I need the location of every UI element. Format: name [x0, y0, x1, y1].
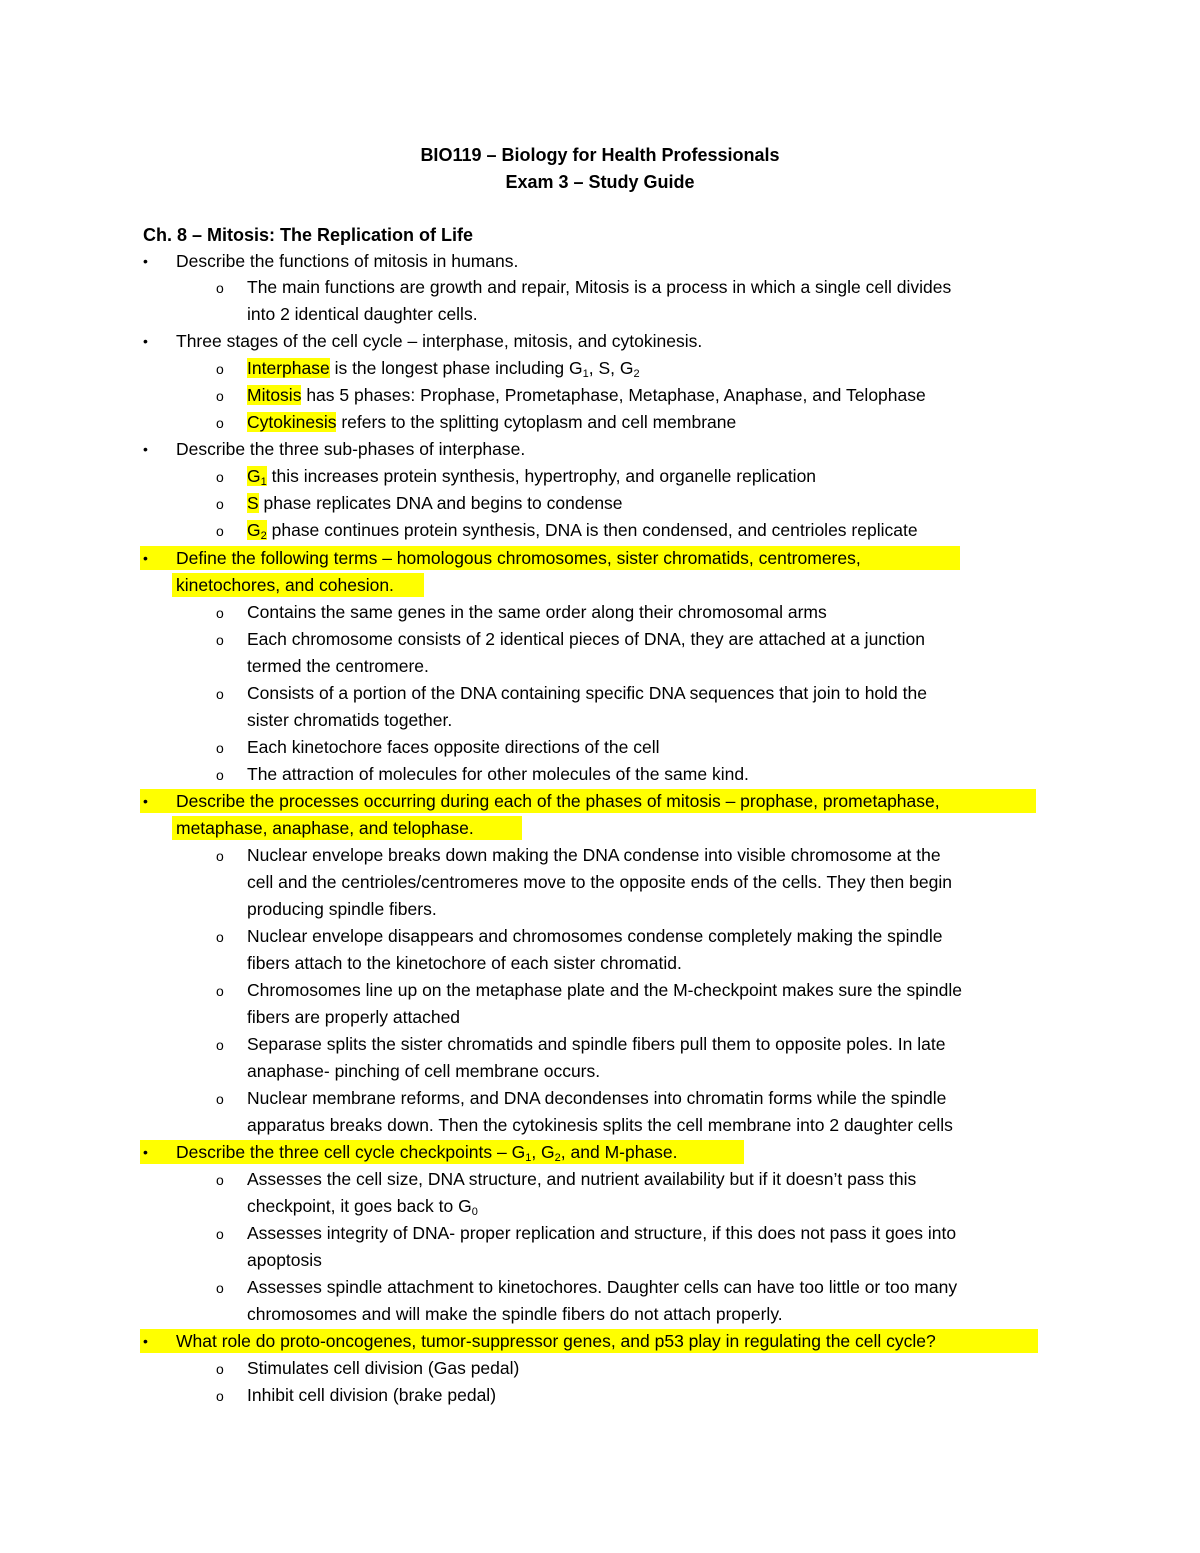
sub-bullet-marker: o	[216, 361, 224, 377]
sub-bullet-continuation: fibers attach to the kinetochore of each sister chromatid.	[247, 953, 682, 973]
sub-bullet-item: $G_2$ phase continues protein synthesis, DNA is then condensed, and centrioles replicate	[247, 520, 918, 542]
sub-bullet-item: Nuclear envelope breaks down making the DNA condense into visible chromosome at the	[247, 845, 941, 865]
sub-bullet-marker: o	[216, 388, 224, 404]
sub-bullet-marker: o	[216, 1172, 224, 1188]
bullet-item-highlighted: Describe the three cell cycle checkpoints – $G_1$, $G_2$, and M-phase.	[176, 1142, 678, 1164]
sub-bullet-marker: o	[216, 740, 224, 756]
sub-bullet-marker: o	[216, 415, 224, 431]
sub-bullet-continuation: checkpoint, it goes back to $G_0$	[247, 1196, 478, 1218]
sub-bullet-item: Assesses spindle attachment to kinetochores. Daughter cells can have too little or too many	[247, 1277, 958, 1297]
sub-bullet-item: Each kinetochore faces opposite directions of the cell	[247, 737, 660, 757]
sub-bullet-continuation: apparatus breaks down. Then the cytokinesis splits the cell membrane into 2 daughter cells	[247, 1115, 953, 1135]
bullet-item: Describe the three sub-phases of interphase.	[176, 439, 526, 459]
sub-bullet-marker: o	[216, 605, 224, 621]
sub-bullet-marker: o	[216, 848, 224, 864]
sub-bullet-item: Nuclear envelope disappears and chromosomes condense completely making the spindle	[247, 926, 943, 946]
sub-bullet-marker: o	[216, 1091, 224, 1107]
highlighted-term: $G_2$	[247, 520, 267, 542]
sub-bullet-continuation: anaphase- pinching of cell membrane occurs.	[247, 1061, 601, 1081]
sub-bullet-item: Inhibit cell division (brake pedal)	[247, 1385, 497, 1405]
sub-bullet-item: Each chromosome consists of 2 identical pieces of DNA, they are attached at a junction	[247, 629, 925, 649]
sub-bullet-continuation: producing spindle fibers.	[247, 899, 437, 919]
sub-bullet-item: Nuclear membrane reforms, and DNA decondenses into chromatin forms while the spindle	[247, 1088, 947, 1108]
sub-bullet-item: Separase splits the sister chromatids and spindle fibers pull them to opposite poles. In late	[247, 1034, 946, 1054]
bullet-marker: •	[143, 550, 148, 566]
sub-bullet-item: The attraction of molecules for other molecules of the same kind.	[247, 764, 749, 784]
sub-bullet-item: Assesses integrity of DNA- proper replication and structure, if this does not pass it goes into	[247, 1223, 957, 1243]
sub-bullet-continuation: apoptosis	[247, 1250, 322, 1270]
sub-bullet-continuation: into 2 identical daughter cells.	[247, 304, 478, 324]
sub-bullet-item: Contains the same genes in the same order along their chromosomal arms	[247, 602, 827, 622]
sub-bullet-marker: o	[216, 632, 224, 648]
sub-bullet-marker: o	[216, 496, 224, 512]
bullet-continuation-highlighted: kinetochores, and cohesion.	[176, 575, 394, 595]
bullet-marker: •	[143, 333, 148, 349]
document-subtitle: Exam 3 – Study Guide	[505, 172, 695, 192]
bullet-continuation-highlighted: metaphase, anaphase, and telophase.	[176, 818, 474, 838]
bullet-marker: •	[143, 1333, 148, 1349]
highlighted-term: Mitosis	[247, 385, 302, 405]
sub-bullet-item: Assesses the cell size, DNA structure, and nutrient availability but if it doesn’t pass this	[247, 1169, 917, 1189]
sub-bullet-marker: o	[216, 523, 224, 539]
sub-bullet-item: Stimulates cell division (Gas pedal)	[247, 1358, 520, 1378]
sub-bullet-marker: o	[216, 1388, 224, 1404]
sub-bullet-marker: o	[216, 1361, 224, 1377]
chapter-heading: Ch. 8 – Mitosis: The Replication of Life	[143, 225, 474, 245]
sub-bullet-continuation: sister chromatids together.	[247, 710, 453, 730]
bullet-marker: •	[143, 1144, 148, 1160]
sub-bullet-marker: o	[216, 929, 224, 945]
sub-bullet-item: Consists of a portion of the DNA containing specific DNA sequences that join to hold the	[247, 683, 927, 703]
bullet-item-highlighted: What role do proto-oncogenes, tumor-suppressor genes, and p53 play in regulating the cell cycle?	[176, 1331, 936, 1351]
highlighted-term: Cytokinesis	[247, 412, 337, 432]
sub-bullet-continuation: fibers are properly attached	[247, 1007, 461, 1027]
sub-bullet-marker: o	[216, 280, 224, 296]
bullet-item-highlighted: Describe the processes occurring during each of the phases of mitosis – prophase, prometaphase,	[176, 791, 940, 811]
sub-bullet-item: S phase replicates DNA and begins to condense	[247, 493, 623, 513]
bullet-item: Describe the functions of mitosis in humans.	[176, 251, 519, 271]
sub-bullet-continuation: chromosomes and will make the spindle fibers do not attach properly.	[247, 1304, 783, 1324]
sub-bullet-item: $G_1$ this increases protein synthesis, hypertrophy, and organelle replication	[247, 466, 817, 488]
sub-bullet-item: Chromosomes line up on the metaphase plate and the M-checkpoint makes sure the spindle	[247, 980, 962, 1000]
document-title: BIO119 – Biology for Health Professionals	[420, 145, 780, 165]
highlighted-term: S	[247, 493, 259, 513]
sub-bullet-marker: o	[216, 686, 224, 702]
sub-bullet-marker: o	[216, 1037, 224, 1053]
bullet-marker: •	[143, 441, 148, 457]
highlighted-term: Interphase	[247, 358, 330, 378]
sub-bullet-item: Mitosis has 5 phases: Prophase, Prometaphase, Metaphase, Anaphase, and Telophase	[247, 385, 926, 405]
sub-bullet-item: Interphase is the longest phase including $G_1$, S, $G_2$	[247, 358, 640, 380]
sub-bullet-item: The main functions are growth and repair, Mitosis is a process in which a single cell divides	[247, 277, 952, 297]
sub-bullet-marker: o	[216, 983, 224, 999]
bullet-item: Three stages of the cell cycle – interphase, mitosis, and cytokinesis.	[176, 331, 703, 351]
bullet-marker: •	[143, 253, 148, 269]
sub-bullet-continuation: cell and the centrioles/centromeres move to the opposite ends of the cells. They then begin	[247, 872, 952, 892]
sub-bullet-item: Cytokinesis refers to the splitting cytoplasm and cell membrane	[247, 412, 737, 432]
sub-bullet-marker: o	[216, 1280, 224, 1296]
highlighted-term: $G_1$	[247, 466, 267, 488]
sub-bullet-marker: o	[216, 767, 224, 783]
bullet-marker: •	[143, 793, 148, 809]
sub-bullet-marker: o	[216, 1226, 224, 1242]
bullet-item-highlighted: Define the following terms – homologous chromosomes, sister chromatids, centromeres,	[176, 548, 861, 568]
sub-bullet-continuation: termed the centromere.	[247, 656, 429, 676]
sub-bullet-marker: o	[216, 469, 224, 485]
